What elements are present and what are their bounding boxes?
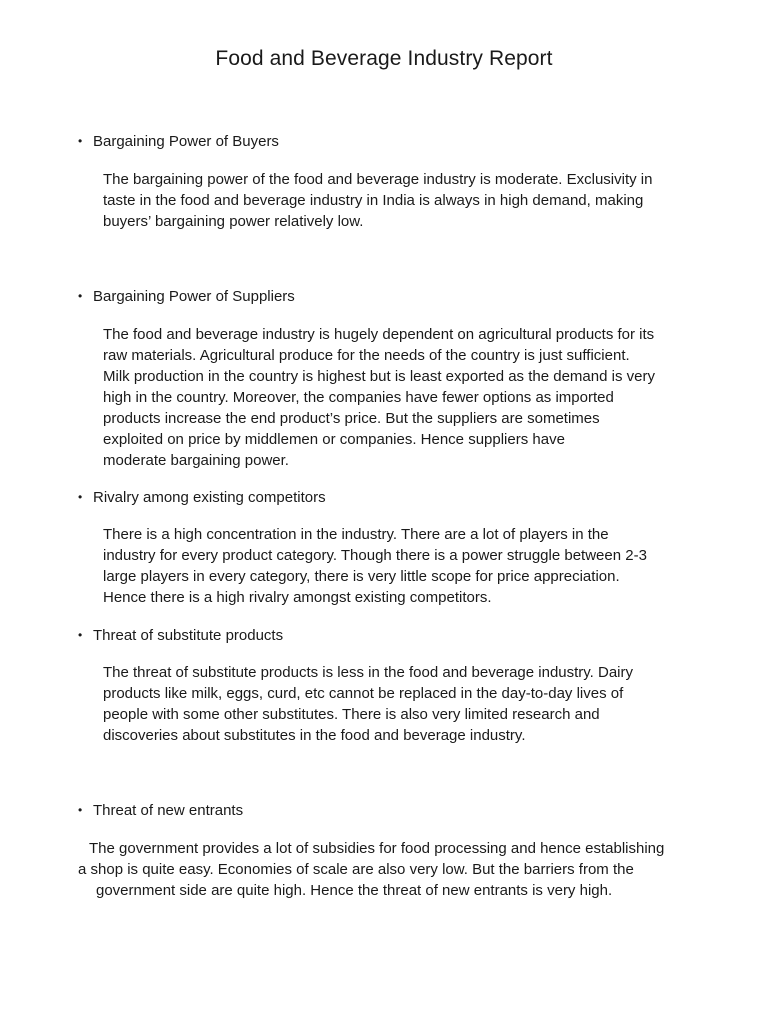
bullet-icon: •	[78, 803, 83, 817]
paragraph-line: The government provides a lot of subsidies for food processing and hence establishing	[89, 840, 665, 857]
section-heading-label: Bargaining Power of Buyers	[93, 133, 279, 150]
paragraph-line: people with some other substitutes. There is also very limited research and	[103, 706, 600, 723]
section-heading-label: Threat of substitute products	[93, 627, 284, 644]
paragraph-line: products like milk, eggs, curd, etc cannot be replaced in the day-to-day lives of	[103, 685, 624, 702]
paragraph-line: large players in every category, there is very little scope for price appreciation.	[103, 568, 620, 585]
section-paragraph-suppliers	[103, 324, 728, 471]
paragraph-line: The threat of substitute products is less in the food and beverage industry. Dairy	[103, 664, 634, 681]
bullet-icon: •	[78, 628, 83, 642]
section-heading-label: Threat of new entrants	[93, 802, 244, 819]
section-paragraph-rivalry	[103, 524, 728, 608]
bullet-icon: •	[78, 490, 83, 504]
paragraph-line: high in the country. Moreover, the companies have fewer options as imported	[103, 389, 614, 406]
paragraph-line: Hence there is a high rivalry amongst existing competitors.	[103, 589, 492, 606]
paragraph-line: government side are quite high. Hence the threat of new entrants is very high.	[96, 882, 613, 899]
paragraph-line: buyers’ bargaining power relatively low.	[103, 213, 364, 230]
paragraph-line: raw materials. Agricultural produce for the needs of the country is just sufficient.	[103, 347, 630, 364]
paragraph-line: products increase the end product’s price. But the suppliers are sometimes	[103, 410, 600, 427]
paragraph-line: taste in the food and beverage industry in India is always in high demand, making	[103, 192, 644, 209]
paragraph-line: exploited on price by middlemen or companies. Hence suppliers have	[103, 431, 565, 448]
paragraph-line: There is a high concentration in the industry. There are a lot of players in the	[103, 526, 609, 543]
paragraph-line: The bargaining power of the food and beverage industry is moderate. Exclusivity in	[103, 171, 653, 188]
paragraph-line: discoveries about substitutes in the food and beverage industry.	[103, 727, 526, 744]
document-title: Food and Beverage Industry Report	[215, 47, 553, 70]
bullet-icon: •	[78, 289, 83, 303]
section-heading-rivalry	[78, 487, 326, 508]
paragraph-line: Milk production in the country is highest but is least exported as the demand is very	[103, 368, 655, 385]
section-heading-label: Rivalry among existing competitors	[93, 489, 326, 506]
section-heading-buyers	[78, 131, 279, 152]
section-heading-substitutes	[78, 625, 283, 646]
section-paragraph-buyers	[103, 169, 728, 232]
section-heading-label: Bargaining Power of Suppliers	[93, 288, 295, 305]
section-paragraph-new-entrants	[78, 838, 738, 901]
paragraph-line: a shop is quite easy. Economies of scale are also very low. But the barriers from the	[78, 861, 634, 878]
paragraph-line: industry for every product category. Though there is a power struggle between 2-3	[103, 547, 647, 564]
paragraph-line: The food and beverage industry is hugely dependent on agricultural products for its	[103, 326, 655, 343]
section-paragraph-substitutes	[103, 662, 728, 746]
bullet-icon: •	[78, 134, 83, 148]
section-heading-suppliers	[78, 286, 295, 307]
paragraph-line: moderate bargaining power.	[103, 452, 289, 469]
section-heading-new-entrants	[78, 800, 243, 821]
